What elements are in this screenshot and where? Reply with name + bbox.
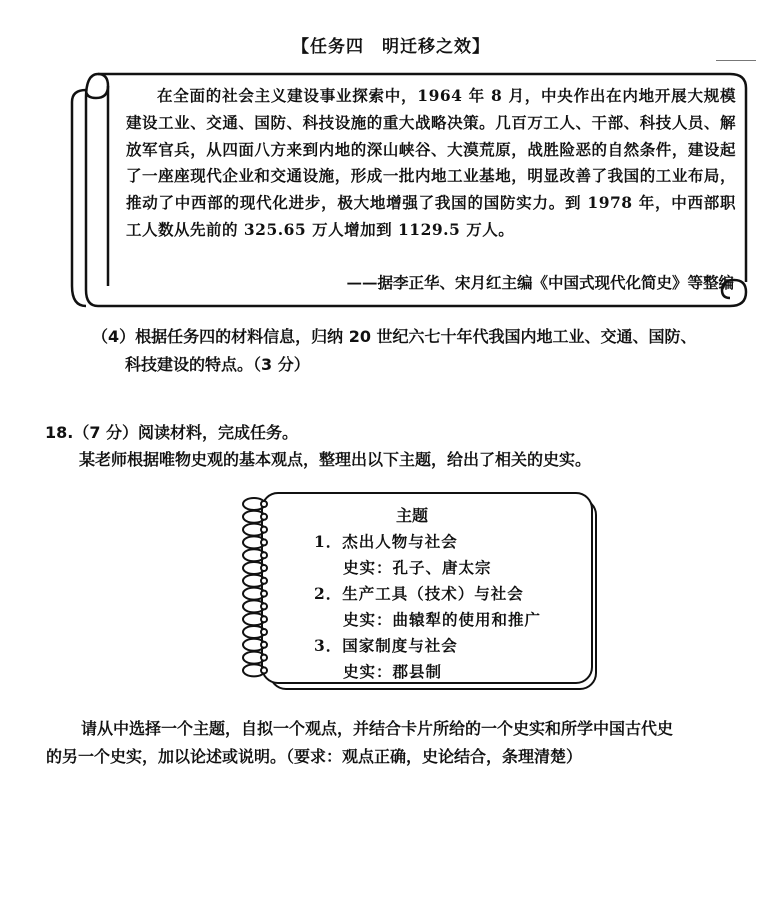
card-fact-1: 史实：孔子、唐太宗 <box>343 558 492 577</box>
spiral-hole <box>261 552 267 558</box>
spiral-hole <box>261 603 267 609</box>
question-4-line1: （4）根据任务四的材料信息，归纳 20 世纪六七十年代我国内地工业、交通、国防、 <box>92 327 697 346</box>
task-prompt-line1: 请从中选择一个主题，自拟一个观点，并结合卡片所给的一个史实和所学中国古代史 <box>81 719 674 738</box>
question-18-heading: 18.（7 分）阅读材料，完成任务。 <box>45 423 299 442</box>
spiral-hole <box>261 667 267 673</box>
spiral-hole <box>261 501 267 507</box>
card-fact-2: 史实：曲辕犁的使用和推广 <box>343 610 542 629</box>
spiral-hole <box>261 591 267 597</box>
card-theme-1: 1．杰出人物与社会 <box>314 532 458 551</box>
spiral-hole <box>261 527 267 533</box>
task-prompt <box>46 715 758 771</box>
spiral-hole <box>261 642 267 648</box>
scroll-source: ——据李正华、宋月红主编《中国式现代化简史》等整编 <box>346 273 734 292</box>
question-4 <box>92 323 752 379</box>
spiral-hole <box>261 578 267 584</box>
spiral-hole <box>261 514 267 520</box>
scroll-paragraph: 在全面的社会主义建设事业探索中，1964 年 8 月，中央作出在内地开展大规模建设工业、交通、国防、科技设施的重大战略决策。几百万工人、干部、科技人员、解放军官兵，从四面八方来到内地的深山峡谷、大漠荒原，战胜险恶的自然条件，建设起了一座座现代企业和交通设施，形成一批内地工业基地，明显改善了我国的工业布局，推动了中西部的现代化进步，极大地增强了我国的国防实力。到 1978 年，中西部职工人数从先前的 325.65 万人增加到 1129.5 万人。 <box>126 86 736 239</box>
spiral-hole <box>261 616 267 622</box>
scroll-material-text <box>126 83 736 244</box>
spiral-hole <box>261 539 267 545</box>
spiral-hole <box>261 565 267 571</box>
task-title: 【任务四 明迁移之效】 <box>292 37 490 57</box>
card-theme-2: 2．生产工具（技术）与社会 <box>314 584 524 603</box>
card-theme-3: 3．国家制度与社会 <box>314 636 458 655</box>
task-prompt-line2: 的另一个史实，加以论述或说明。（要求：观点正确，史论结合，条理清楚） <box>46 747 583 766</box>
spiral-hole <box>261 655 267 661</box>
question-4-line2: 科技建设的特点。（3 分） <box>125 355 310 374</box>
spiral-hole <box>261 629 267 635</box>
card-fact-3: 史实：郡县制 <box>343 662 443 681</box>
card-title: 主题 <box>396 506 429 525</box>
question-18-intro: 某老师根据唯物史观的基本观点，整理出以下主题，给出了相关的史实。 <box>79 450 592 469</box>
